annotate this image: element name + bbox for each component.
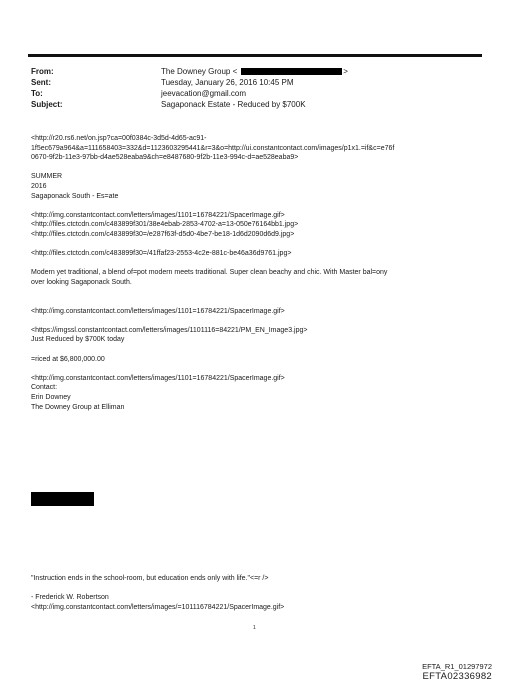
to-row: [31, 88, 348, 99]
subject-value: Sagaponack Estate - Reduced by $700K: [161, 100, 306, 109]
quote-attribution: - Frederick W. Robertson <http://img.constantcontact.com/letters/images/=101116784221/SpacerImage.gif>: [31, 594, 285, 611]
redaction-bar: [241, 68, 342, 75]
from-value: The Downey Group <: [161, 67, 238, 76]
contact-paragraph: <http://img.constantcontact.com/letters/images/1101=16784221/SpacerImage.gif> Contact: Erin Downey The Downey Group at Elliman: [31, 374, 285, 411]
quote-text: "Instruction ends in the school-room, but education ends only with life."<=r />: [31, 575, 269, 582]
sent-label: Sent:: [31, 78, 51, 87]
bates-line-2: EFTA02336982: [422, 671, 492, 682]
email-header: [31, 66, 348, 110]
email-body: [31, 134, 483, 412]
image-link-paragraph: <http://files.ctctcdn.com/c483899f30=/41ffaf23-2553-4c2e-881c-be46a36d9761.jpg>: [31, 250, 292, 258]
listing-heading-paragraph: SUMMER 2016 Sagaponack South - Es=ate: [31, 173, 119, 200]
tracking-link-paragraph: <http://r20.rs6.net/on.jsp?ca=00f0384c-3d5d-4d65-ac91- 1f5ec679a964&a=111658403=332&d=1123603295441&r=3&o=http://ui.constantcontact.com/images/p1x1.=if&c=e76f 0670-9f2b-11e3-97bb-d4ae528eaba9&ch=e8487680-9f2b-11e3-994c-d=ae528eaba9>: [31, 135, 395, 162]
from-label: From:: [31, 67, 54, 76]
from-row: [31, 66, 348, 77]
price-paragraph: =riced at $6,800,000.00: [31, 355, 105, 363]
image-links-paragraph: <http://img.constantcontact.com/letters/images/1101=16784221/SpacerImage.gif> <http://files.ctctcdn.com/c483899f301/38e4ebab-2853-4702-a=13-050e76164bb1.jpg> <http://files.ctctcdn.com/c483899f30=/e287f63f-d5d0-4be7-be18-1d6d2090d6d9.jpg>: [31, 211, 299, 238]
email-footer: [31, 574, 483, 612]
bates-line-1: EFTA_R1_01297972: [422, 662, 492, 671]
to-label: To:: [31, 89, 43, 98]
sent-row: [31, 77, 348, 88]
subject-label: Subject:: [31, 100, 63, 109]
spacer-link-paragraph: <http://img.constantcontact.com/letters/images/1101=16784221/SpacerImage.gif>: [31, 307, 285, 315]
header-rule: [28, 54, 482, 57]
bates-stamp: [422, 662, 492, 682]
from-suffix: >: [343, 67, 348, 76]
reduced-price-paragraph: <https://imgssl.constantcontact.com/letters/images/1101116=84221/PM_EN_Image3.jpg> Just Reduced by $700K today: [31, 326, 308, 344]
to-value: jeevacation@gmail.com: [161, 89, 247, 98]
subject-row: [31, 99, 348, 110]
redaction-block: [31, 492, 94, 506]
sent-value: Tuesday, January 26, 2016 10:45 PM: [161, 78, 294, 87]
description-paragraph: Modern yet traditional, a blend of=pot modern meets traditional. Super clean beachy and chic. With Master bal=ony over looking Sagaponack South.: [31, 269, 388, 286]
page-number: 1: [253, 625, 256, 631]
